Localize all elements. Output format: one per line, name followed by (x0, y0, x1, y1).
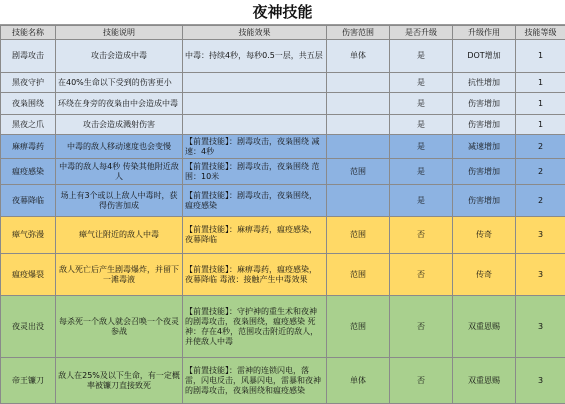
cell-name: 瘴气弥漫 (1, 217, 56, 254)
table-row (1, 135, 565, 159)
cell-role: 伤害增加 (453, 93, 516, 115)
cell-name: 帝王镰刀 (1, 358, 56, 404)
cell-range: 单体 (327, 358, 390, 404)
cell-desc: 每杀死一个敌人就会召唤一个夜灵参战 (56, 296, 183, 358)
cell-role: 伤害增加 (453, 115, 516, 135)
cell-role: DOT增加 (453, 40, 516, 73)
cell-name: 夜枭围绕 (1, 93, 56, 115)
cell-name: 瘟疫感染 (1, 159, 56, 185)
header-name: 技能名称 (1, 26, 56, 40)
cell-desc: 攻击会造成溅射伤害 (56, 115, 183, 135)
cell-level: 3 (516, 358, 565, 404)
cell-level: 1 (516, 93, 565, 115)
cell-level: 3 (516, 217, 565, 254)
cell-role: 传奇 (453, 254, 516, 296)
cell-range (327, 73, 390, 93)
cell-range: 范围 (327, 159, 390, 185)
cell-upgrade: 是 (390, 185, 453, 217)
table-row (1, 254, 565, 296)
cell-range: 范围 (327, 296, 390, 358)
cell-name: 黑夜守护 (1, 73, 56, 93)
header-level: 技能等级 (516, 26, 565, 40)
cell-desc: 中毒的敌人每4秒 传染其他附近敌人 (56, 159, 183, 185)
header-effect: 技能效果 (183, 26, 327, 40)
cell-range: 单体 (327, 40, 390, 73)
cell-name: 麻痹毒药 (1, 135, 56, 159)
table-row (1, 159, 565, 185)
cell-level: 3 (516, 254, 565, 296)
cell-range (327, 115, 390, 135)
cell-desc: 场上有3个或以上敌人中毒时，获得伤害加成 (56, 185, 183, 217)
cell-role: 传奇 (453, 217, 516, 254)
table-row (1, 73, 565, 93)
cell-effect: 【前置技能】：雷神的连锁闪电，落雷，闪电反击，风暴闪电，雷暴和夜神的剧毒攻击，夜枭围绕和瘟疫感染 (183, 358, 327, 404)
header-role: 升级作用 (453, 26, 516, 40)
cell-level: 3 (516, 296, 565, 358)
cell-upgrade: 否 (390, 254, 453, 296)
cell-range (327, 135, 390, 159)
cell-desc: 敌人在25%及以下生命，有一定概率被镰刀直接致死 (56, 358, 183, 404)
cell-level: 2 (516, 159, 565, 185)
cell-name: 剧毒攻击 (1, 40, 56, 73)
cell-role: 双重恩赐 (453, 358, 516, 404)
cell-role: 抗性增加 (453, 73, 516, 93)
cell-desc: 敌人死亡后产生剧毒爆炸，并留下一滩毒液 (56, 254, 183, 296)
cell-upgrade: 是 (390, 93, 453, 115)
cell-effect: 中毒：持续4秒，每秒0.5一层，共五层 (183, 40, 327, 73)
cell-effect: 【前置技能】：麻痹毒药，瘟疫感染，夜幕降临 毒液：接触产生中毒效果 (183, 254, 327, 296)
cell-level: 2 (516, 185, 565, 217)
cell-role: 双重恩赐 (453, 296, 516, 358)
cell-upgrade: 否 (390, 358, 453, 404)
cell-upgrade: 是 (390, 115, 453, 135)
cell-range: 范围 (327, 254, 390, 296)
cell-upgrade: 是 (390, 135, 453, 159)
cell-upgrade: 否 (390, 296, 453, 358)
cell-effect: 【前置技能】：剧毒攻击，夜枭围绕 范围：10米 (183, 159, 327, 185)
header-row (1, 26, 565, 40)
cell-range (327, 93, 390, 115)
cell-effect (183, 93, 327, 115)
header-upgrade: 是否升级 (390, 26, 453, 40)
cell-effect: 【前置技能】：守护神的重生术和夜神的剧毒攻击，夜枭围绕，瘟疫感染 死神：存在4秒，范围攻击附近的敌人，并使敌人中毒 (183, 296, 327, 358)
cell-upgrade: 是 (390, 73, 453, 93)
table-row (1, 358, 565, 404)
table-row (1, 40, 565, 73)
cell-level: 1 (516, 115, 565, 135)
skills-table (0, 25, 565, 404)
cell-level: 2 (516, 135, 565, 159)
cell-name: 瘟疫爆裂 (1, 254, 56, 296)
cell-effect (183, 73, 327, 93)
table-row (1, 217, 565, 254)
cell-name: 夜幕降临 (1, 185, 56, 217)
cell-effect: 【前置技能】：剧毒攻击，夜枭围绕，瘟疫感染 (183, 185, 327, 217)
cell-upgrade: 是 (390, 159, 453, 185)
cell-effect: 【前置技能】：麻痹毒药，瘟疫感染，夜幕降临 (183, 217, 327, 254)
cell-effect: 【前置技能】：剧毒攻击，夜枭围绕 减速：4秒 (183, 135, 327, 159)
cell-upgrade: 是 (390, 40, 453, 73)
cell-role: 伤害增加 (453, 159, 516, 185)
cell-role: 伤害增加 (453, 185, 516, 217)
cell-level: 1 (516, 40, 565, 73)
table-row (1, 296, 565, 358)
cell-range (327, 185, 390, 217)
cell-effect (183, 115, 327, 135)
cell-name: 黑夜之爪 (1, 115, 56, 135)
cell-desc: 瘴气让附近的敌人中毒 (56, 217, 183, 254)
cell-desc: 中毒的敌人移动速度也会变慢 (56, 135, 183, 159)
table-row (1, 115, 565, 135)
cell-upgrade: 否 (390, 217, 453, 254)
header-desc: 技能说明 (56, 26, 183, 40)
cell-role: 减速增加 (453, 135, 516, 159)
table-row (1, 93, 565, 115)
cell-desc: 环绕在身旁的夜枭由中会造成中毒 (56, 93, 183, 115)
sheet-title: 夜神技能 (0, 0, 565, 25)
cell-name: 夜灵出没 (1, 296, 56, 358)
cell-level: 1 (516, 73, 565, 93)
cell-desc: 攻击会造成中毒 (56, 40, 183, 73)
cell-desc: 在40%生命以下受到的伤害更小 (56, 73, 183, 93)
cell-range: 范围 (327, 217, 390, 254)
header-range: 伤害范围 (327, 26, 390, 40)
table-row (1, 185, 565, 217)
